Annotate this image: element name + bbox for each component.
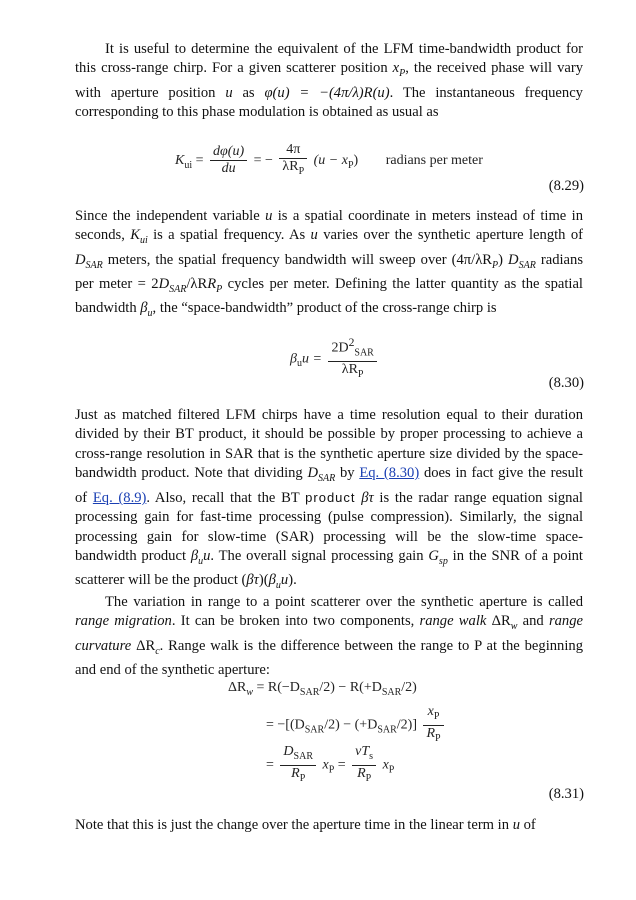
equation-8-30: $\beta_uu$ = $\frac{2D^2_{SAR}}{\lambda R_P}$ [290, 335, 380, 383]
equation-number-8-30: (8.30) [548, 375, 584, 391]
equation-8-31-line-3: = $\frac{D_{SAR}}{R_P}$ $x_P$ = $\frac{vT_s}{R_P}$ $x_P$ [266, 744, 395, 784]
paragraph-5: Note that this is just the change over the aperture time in the linear term in u of [75, 817, 536, 833]
eq-8-9-link[interactable]: Eq. (8.9) [92, 490, 147, 507]
paragraph-2: Since the independent variable u is a spatial coordinate in meters instead of time in seconds, $K_{ui}$ is a spatial frequency. As u varies over the synthetic aperture length of $D_{SAR}$ meters, the spatial frequency bandwidth will sweep over $(4\pi/\lambda R_P)$ $D_{SAR}$ radians per meter = $2D_{SAR}/\lambda RR_P$ cycles per meter. Defining the latter quantity as the spatial bandwidth $\beta_u$, the “space-bandwidth” product of the cross-range chirp is [75, 208, 583, 319]
paragraph-4: The variation in range to a point scatterer over the synthetic aperture is called range migration. It can be broken into two components, range walk $\Delta R_w$ and range curvature $\Delta R_c$. Range walk is the difference between the range to P at the beginning and end of the synthetic aperture: [75, 594, 583, 678]
equation-8-31-line-2: = $-[(D_{SAR}/2) - (+D_{SAR}/2)]$ $\frac{x_P}{R_P}$ [266, 704, 447, 747]
paragraph-3: Just as matched filtered LFM chirps have a time resolution equal to their duration divided by their BT product, it should be possible by proper processing to achieve a cross-range resolution in SAR that is the synthetic aperture size divided by the space-bandwidth product. Note that dividing $D_{SAR}$ by Eq. (8.30) does in fact give the result of Eq. (8.9). Also, recall that the BT product βτ is the radar range equation signal processing gain for fast-time processing (pulse compression). Similarly, the signal processing gain for slow-time (SAR) processing will be the slow-time space-bandwidth product $\beta_uu$. The overall signal processing gain $G_{sp}$ in the SNR of a point scatterer will be the product $(\beta\tau)(\beta_uu)$. [75, 407, 584, 592]
eq-8-30-link[interactable]: Eq. (8.30) [359, 464, 420, 481]
paragraph-1: It is useful to determine the equivalent of the LFM time-bandwidth product for this cross-range chirp. For a given scatterer position $x_P$, the received phase will vary with aperture position u as φ(u) = −(4π/λ)R(u). The instantaneous frequency corresponding to this phase modulation is obtained as usual as [75, 41, 584, 120]
equation-8-29: $K_{ui}$ = $\frac{d\varphi(u)}{du}$ = − $\frac{4\pi}{\lambda R_P}$ $(u - x_P)$ radians per meter [175, 142, 483, 177]
equation-8-31-line-1: $\Delta R_w = R(-D_{SAR}/2) - R(+D_{SAR}/2)$ [228, 680, 417, 698]
equation-number-8-29: (8.29) [548, 178, 584, 194]
equation-number-8-31: (8.31) [548, 786, 584, 802]
